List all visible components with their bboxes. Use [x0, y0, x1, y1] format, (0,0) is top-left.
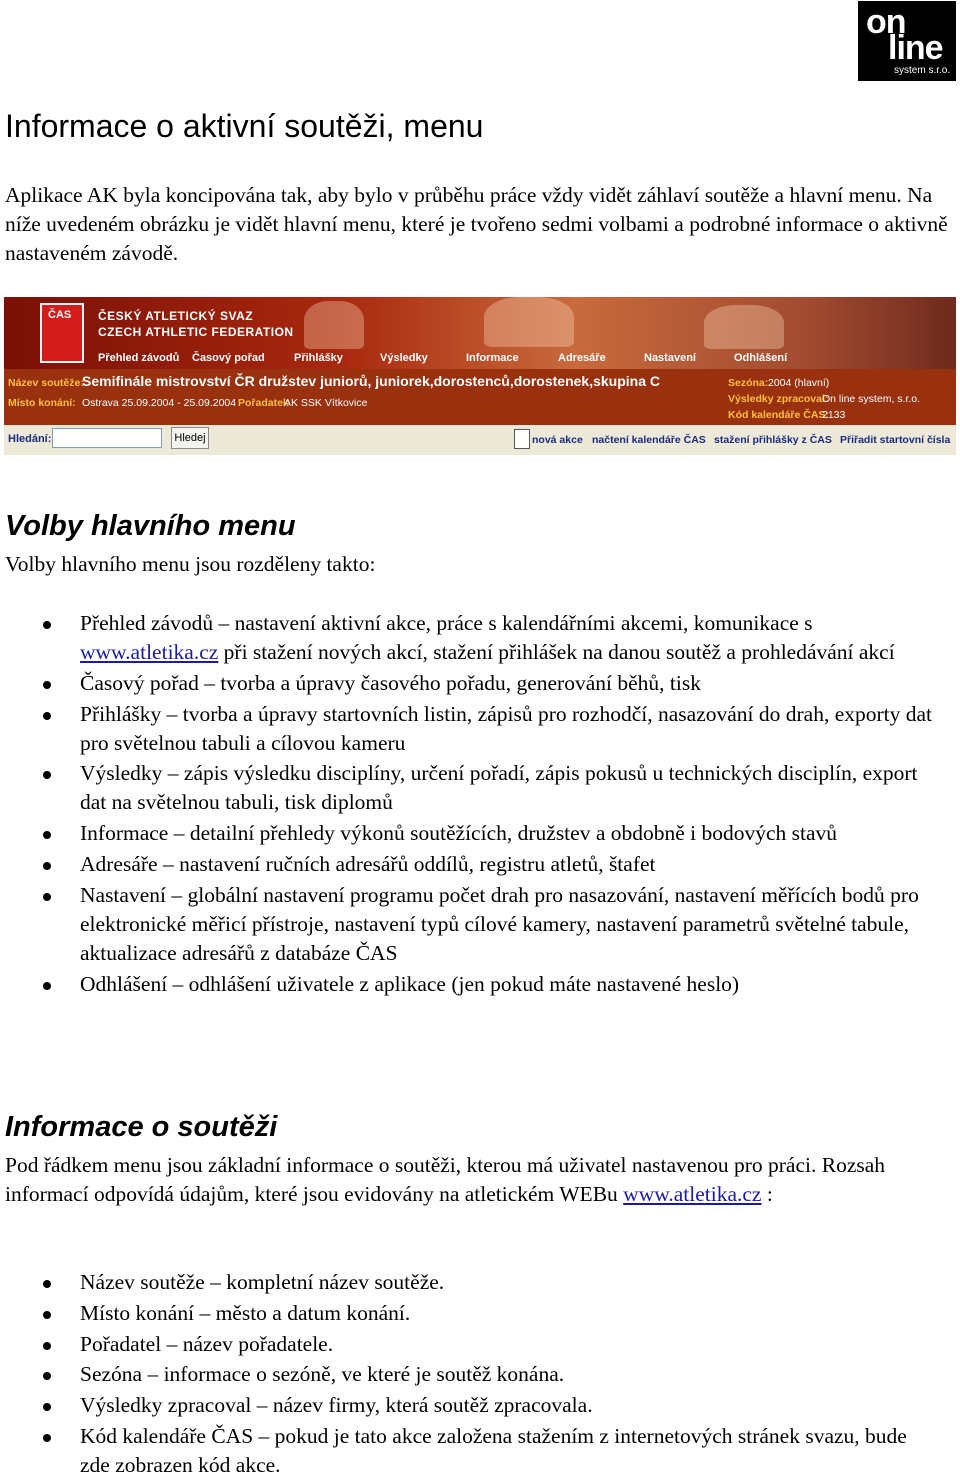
bullet-icon [43, 681, 51, 689]
atletika-link[interactable]: www.atletika.cz [80, 640, 219, 664]
menu-item-informace[interactable]: Informace [466, 352, 519, 364]
athlete-photo [304, 301, 364, 349]
menu-item-prehled-zavodu[interactable]: Přehled závodů [98, 352, 180, 364]
list-item: Informace – detailní přehledy výkonů soutěžících, družstev a obdobně i bodových stavů [0, 819, 940, 848]
list-item: Pořadatel – název pořadatele. [0, 1330, 940, 1359]
bullet-icon [43, 712, 51, 720]
list-item: Nastavení – globální nastavení programu počet drah pro nasazování, nastavení měřících bodů pro elektronické měřicí přístroje, nastavení typů cílové kamery, nastavení parametrů světelné tabule, aktualizace adresářů z databáze ČAS [0, 881, 940, 968]
section-heading-main-menu: Volby hlavního menu [5, 510, 296, 542]
list-item: Odhlášení – odhlášení uživatele z aplikace (jen pokud máte nastavené heslo) [0, 970, 940, 999]
bullet-icon [43, 862, 51, 870]
app-header-screenshot [4, 297, 956, 455]
season-label: Sezóna: [728, 377, 769, 389]
bullet-icon [43, 771, 51, 779]
section-heading-competition-info: Informace o soutěži [5, 1111, 278, 1143]
bullet-icon [43, 1311, 51, 1319]
list-item: Kód kalendáře ČAS – pokud je tato akce založena stažením z internetových stránek svazu, bude zde zobrazen kód akce. [0, 1422, 940, 1480]
calendar-code-label: Kód kalendáře ČAS: [728, 409, 829, 421]
logo-subtext: system s.r.o. [894, 65, 951, 76]
organizer-value: AK SSK Vítkovice [284, 397, 368, 409]
bullet-icon [43, 831, 51, 839]
crest-label: ČAS [48, 309, 72, 321]
venue-label: Místo konání: [8, 397, 76, 409]
list-item: Výsledky – zápis výsledku disciplíny, určení pořadí, zápis pokusů u technických disciplín, export dat na světelnou tabuli, tisk diplomů [0, 759, 940, 817]
menu-item-prihlasky[interactable]: Přihlášky [294, 352, 343, 364]
intro-paragraph: Aplikace AK byla koncipována tak, aby bylo v průběhu práce vždy vidět záhlaví soutěže a hlavní menu. Na níže uvedeném obrázku je vidět hlavní menu, které je tvořeno sedmi volbami a podrobné informace o aktivně nastaveném závodě. [5, 183, 948, 265]
competition-name-label: Název soutěže: [8, 377, 84, 389]
bullet-icon [43, 1434, 51, 1442]
season-value: 2004 (hlavní) [768, 377, 830, 389]
results-processor-value: On line system, s.r.o. [822, 393, 921, 405]
bullet-icon [43, 1372, 51, 1380]
competition-info-intro: Pod řádkem menu jsou základní informace o soutěži, kterou má uživatel nastavenou pro práci. Rozsah informací odpovídá údajům, které jsou evidovány na atletickém WEBu www.atletika.cz : [5, 1153, 886, 1206]
document-icon [514, 429, 530, 449]
menu-item-odhlaseni[interactable]: Odhlášení [734, 352, 788, 364]
bullet-icon [43, 893, 51, 901]
list-item: Název soutěže – kompletní název soutěže. [0, 1268, 940, 1297]
menu-item-nastaveni[interactable]: Nastavení [644, 352, 696, 364]
federation-name-en: CZECH ATHLETIC FEDERATION [98, 325, 294, 339]
competition-info-list [0, 1268, 940, 1482]
search-label: Hledání: [8, 433, 52, 445]
list-item: Přehled závodů – nastavení aktivní akce, práce s kalendářními akcemi, komunikace s www.atletika.cz při stažení nových akcí, stažení přihlášek na danou soutěž a prohledávání akcí [0, 609, 940, 667]
logo-text-line: line [888, 29, 943, 67]
athlete-photo [484, 297, 574, 347]
main-menu-intro: Volby hlavního menu jsou rozděleny takto: [5, 552, 376, 576]
competition-info-bar [4, 369, 956, 425]
new-event-link[interactable]: nová akce [532, 434, 583, 446]
menu-item-casovy-porad[interactable]: Časový pořad [192, 352, 265, 364]
main-menu-options-list [0, 609, 940, 1000]
list-item: Sezóna – informace o sezóně, ve které je soutěž konána. [0, 1360, 940, 1389]
list-item: Výsledky zpracoval – název firmy, která soutěž zpracovala. [0, 1391, 940, 1420]
bullet-icon [43, 1280, 51, 1288]
competition-name-value: Semifinále mistrovství ČR družstev juniorů, juniorek,dorostenců,dorostenek,skupina C [82, 373, 661, 389]
online-system-logo [858, 1, 956, 81]
bullet-icon [43, 1342, 51, 1350]
venue-value: Ostrava 25.09.2004 - 25.09.2004 [82, 397, 237, 409]
bullet-icon [43, 1403, 51, 1411]
page-title: Informace o aktivní soutěži, menu [5, 108, 484, 144]
menu-item-vysledky[interactable]: Výsledky [380, 352, 428, 364]
bullet-icon [43, 621, 51, 629]
list-item: Místo konání – město a datum konání. [0, 1299, 940, 1328]
calendar-code-value: 2133 [822, 409, 846, 421]
organizer-label: Pořadatel: [238, 397, 290, 409]
search-toolbar [4, 425, 956, 455]
list-item: Přihlášky – tvorba a úpravy startovních listin, zápisů pro rozhodčí, nasazování do drah, exporty dat pro světelnou tabuli a cílovou kameru [0, 700, 940, 758]
list-item: Časový pořad – tvorba a úpravy časového pořadu, generování běhů, tisk [0, 669, 940, 698]
bullet-icon [43, 982, 51, 990]
list-item: Adresáře – nastavení ručních adresářů oddílů, registru atletů, štafet [0, 850, 940, 879]
menu-item-adresare[interactable]: Adresáře [558, 352, 606, 364]
download-entries-link[interactable]: stažení přihlášky z ČAS [714, 434, 832, 446]
athlete-photo [704, 305, 784, 349]
load-calendar-link[interactable]: načtení kalendáře ČAS [592, 434, 706, 446]
logo-text-on: on [866, 3, 906, 41]
header-banner [4, 297, 956, 369]
assign-bib-numbers-link[interactable]: Přiřadit startovní čísla [840, 434, 951, 446]
main-menu [4, 349, 956, 369]
search-input[interactable] [52, 428, 162, 448]
atletika-link[interactable]: www.atletika.cz [623, 1182, 762, 1206]
search-button[interactable]: Hledej [171, 427, 209, 449]
results-processor-label: Výsledky zpracoval: [728, 393, 829, 405]
federation-name-cz: ČESKÝ ATLETICKÝ SVAZ [98, 309, 254, 323]
